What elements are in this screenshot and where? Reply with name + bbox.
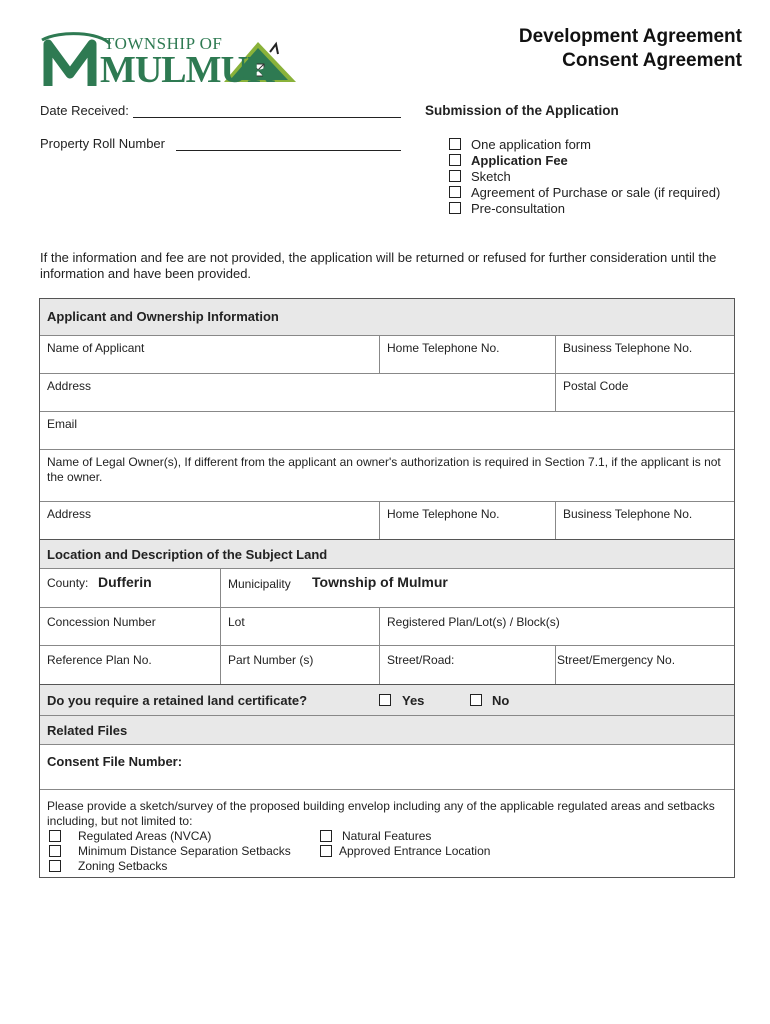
sketch-item-label: Zoning Setbacks [78,859,168,873]
sketch-left-item[interactable] [49,829,211,843]
yes-label: Yes [402,693,425,708]
checkbox[interactable] [320,830,332,842]
submission-item[interactable] [449,200,565,216]
street-emergency-field[interactable]: Street/Emergency No. [557,653,676,667]
checkbox[interactable] [320,845,332,857]
county-label: County: [47,576,89,590]
applicant-heading: Applicant and Ownership Information [47,309,279,324]
municipality-value[interactable]: Township of Mulmur [312,574,448,590]
postal-code-field[interactable]: Postal Code [563,379,629,393]
submission-item-label: Pre-consultation [471,200,565,216]
sketch-left-item[interactable] [49,844,291,858]
checkbox[interactable] [449,170,461,182]
title-line-2: Consent Agreement [562,50,742,71]
email-field[interactable]: Email [47,417,78,431]
property-roll-field[interactable] [176,136,401,151]
legal-owner-field[interactable]: Name of Legal Owner(s), If different from the applicant an owner's authorization is required in Section 7.1, if the applicant is not the owner. [47,455,721,484]
notice-text: If the information and fee are not provided, the application will be returned or refused for further consideration until the information and have been provided. [40,250,717,281]
owner-home-telephone-field[interactable]: Home Telephone No. [387,507,500,521]
related-files-heading: Related Files [47,723,128,738]
checkbox[interactable] [449,154,461,166]
name-of-applicant-field[interactable]: Name of Applicant [47,341,145,355]
logo-mulmur: MULMUR [100,49,274,91]
sketch-item-label: Approved Entrance Location [339,844,491,858]
applicant-section-header [40,299,734,335]
retained-land-row [40,685,734,715]
checkbox[interactable] [49,860,61,872]
no-label: No [492,693,510,708]
township-logo [40,30,302,96]
application-form [39,298,735,878]
business-telephone-field[interactable]: Business Telephone No. [563,341,693,355]
date-received-label: Date Received: [40,103,129,118]
submission-heading: Submission of the Application [425,103,619,118]
submission-item[interactable] [449,152,568,168]
checkbox[interactable] [49,830,61,842]
home-telephone-field[interactable]: Home Telephone No. [387,341,500,355]
sketch-item-label: Minimum Distance Separation Setbacks [78,844,291,858]
checkbox[interactable] [449,138,461,150]
submission-item-label: Application Fee [471,152,568,168]
owner-address-field[interactable]: Address [47,507,92,521]
submission-item[interactable] [449,168,511,184]
sketch-item-label: Regulated Areas (NVCA) [78,829,212,843]
street-road-field[interactable]: Street/Road: [387,653,455,667]
county-value[interactable]: Dufferin [98,574,152,590]
submission-item[interactable] [449,184,720,200]
municipality-label: Municipality [228,577,291,591]
submission-item[interactable] [449,136,591,152]
logo-township-of: TOWNSHIP OF [104,34,223,53]
checkbox[interactable] [449,202,461,214]
submission-item-label: One application form [471,136,591,152]
sketch-right-item[interactable] [320,844,490,858]
title-line-1: Development Agreement [518,26,742,47]
reference-plan-field[interactable]: Reference Plan No. [47,653,152,667]
yes-checkbox[interactable] [379,694,391,706]
related-files-header [40,716,734,744]
owner-business-telephone-field[interactable]: Business Telephone No. [563,507,693,521]
retained-land-question: Do you require a retained land certificate? [47,693,308,708]
registered-plan-field[interactable]: Registered Plan/Lot(s) / Block(s) [387,615,560,629]
submission-item-label: Sketch [471,168,511,184]
submission-item-label: Agreement of Purchase or sale (if required) [471,184,721,200]
lot-field[interactable]: Lot [228,615,245,629]
concession-number-field[interactable]: Concession Number [47,615,156,629]
location-section-header [40,540,734,568]
sketch-instructions: Please provide a sketch/survey of the proposed building envelop including any of the applicable regulated areas and setbacks including, but not limited to: [47,799,715,828]
checkbox[interactable] [49,845,61,857]
no-checkbox[interactable] [470,694,482,706]
sketch-right-item[interactable] [320,829,431,843]
consent-file-number-field[interactable]: Consent File Number: [47,754,183,769]
location-heading: Location and Description of the Subject Land [47,547,328,562]
address-field[interactable]: Address [47,379,92,393]
sketch-item-label: Natural Features [342,829,432,843]
part-number-field[interactable]: Part Number (s) [228,653,314,667]
date-received-field[interactable] [133,103,401,118]
property-roll-label: Property Roll Number [40,136,165,151]
sketch-left-item[interactable] [49,859,167,873]
checkbox[interactable] [449,186,461,198]
document-title [519,25,742,73]
